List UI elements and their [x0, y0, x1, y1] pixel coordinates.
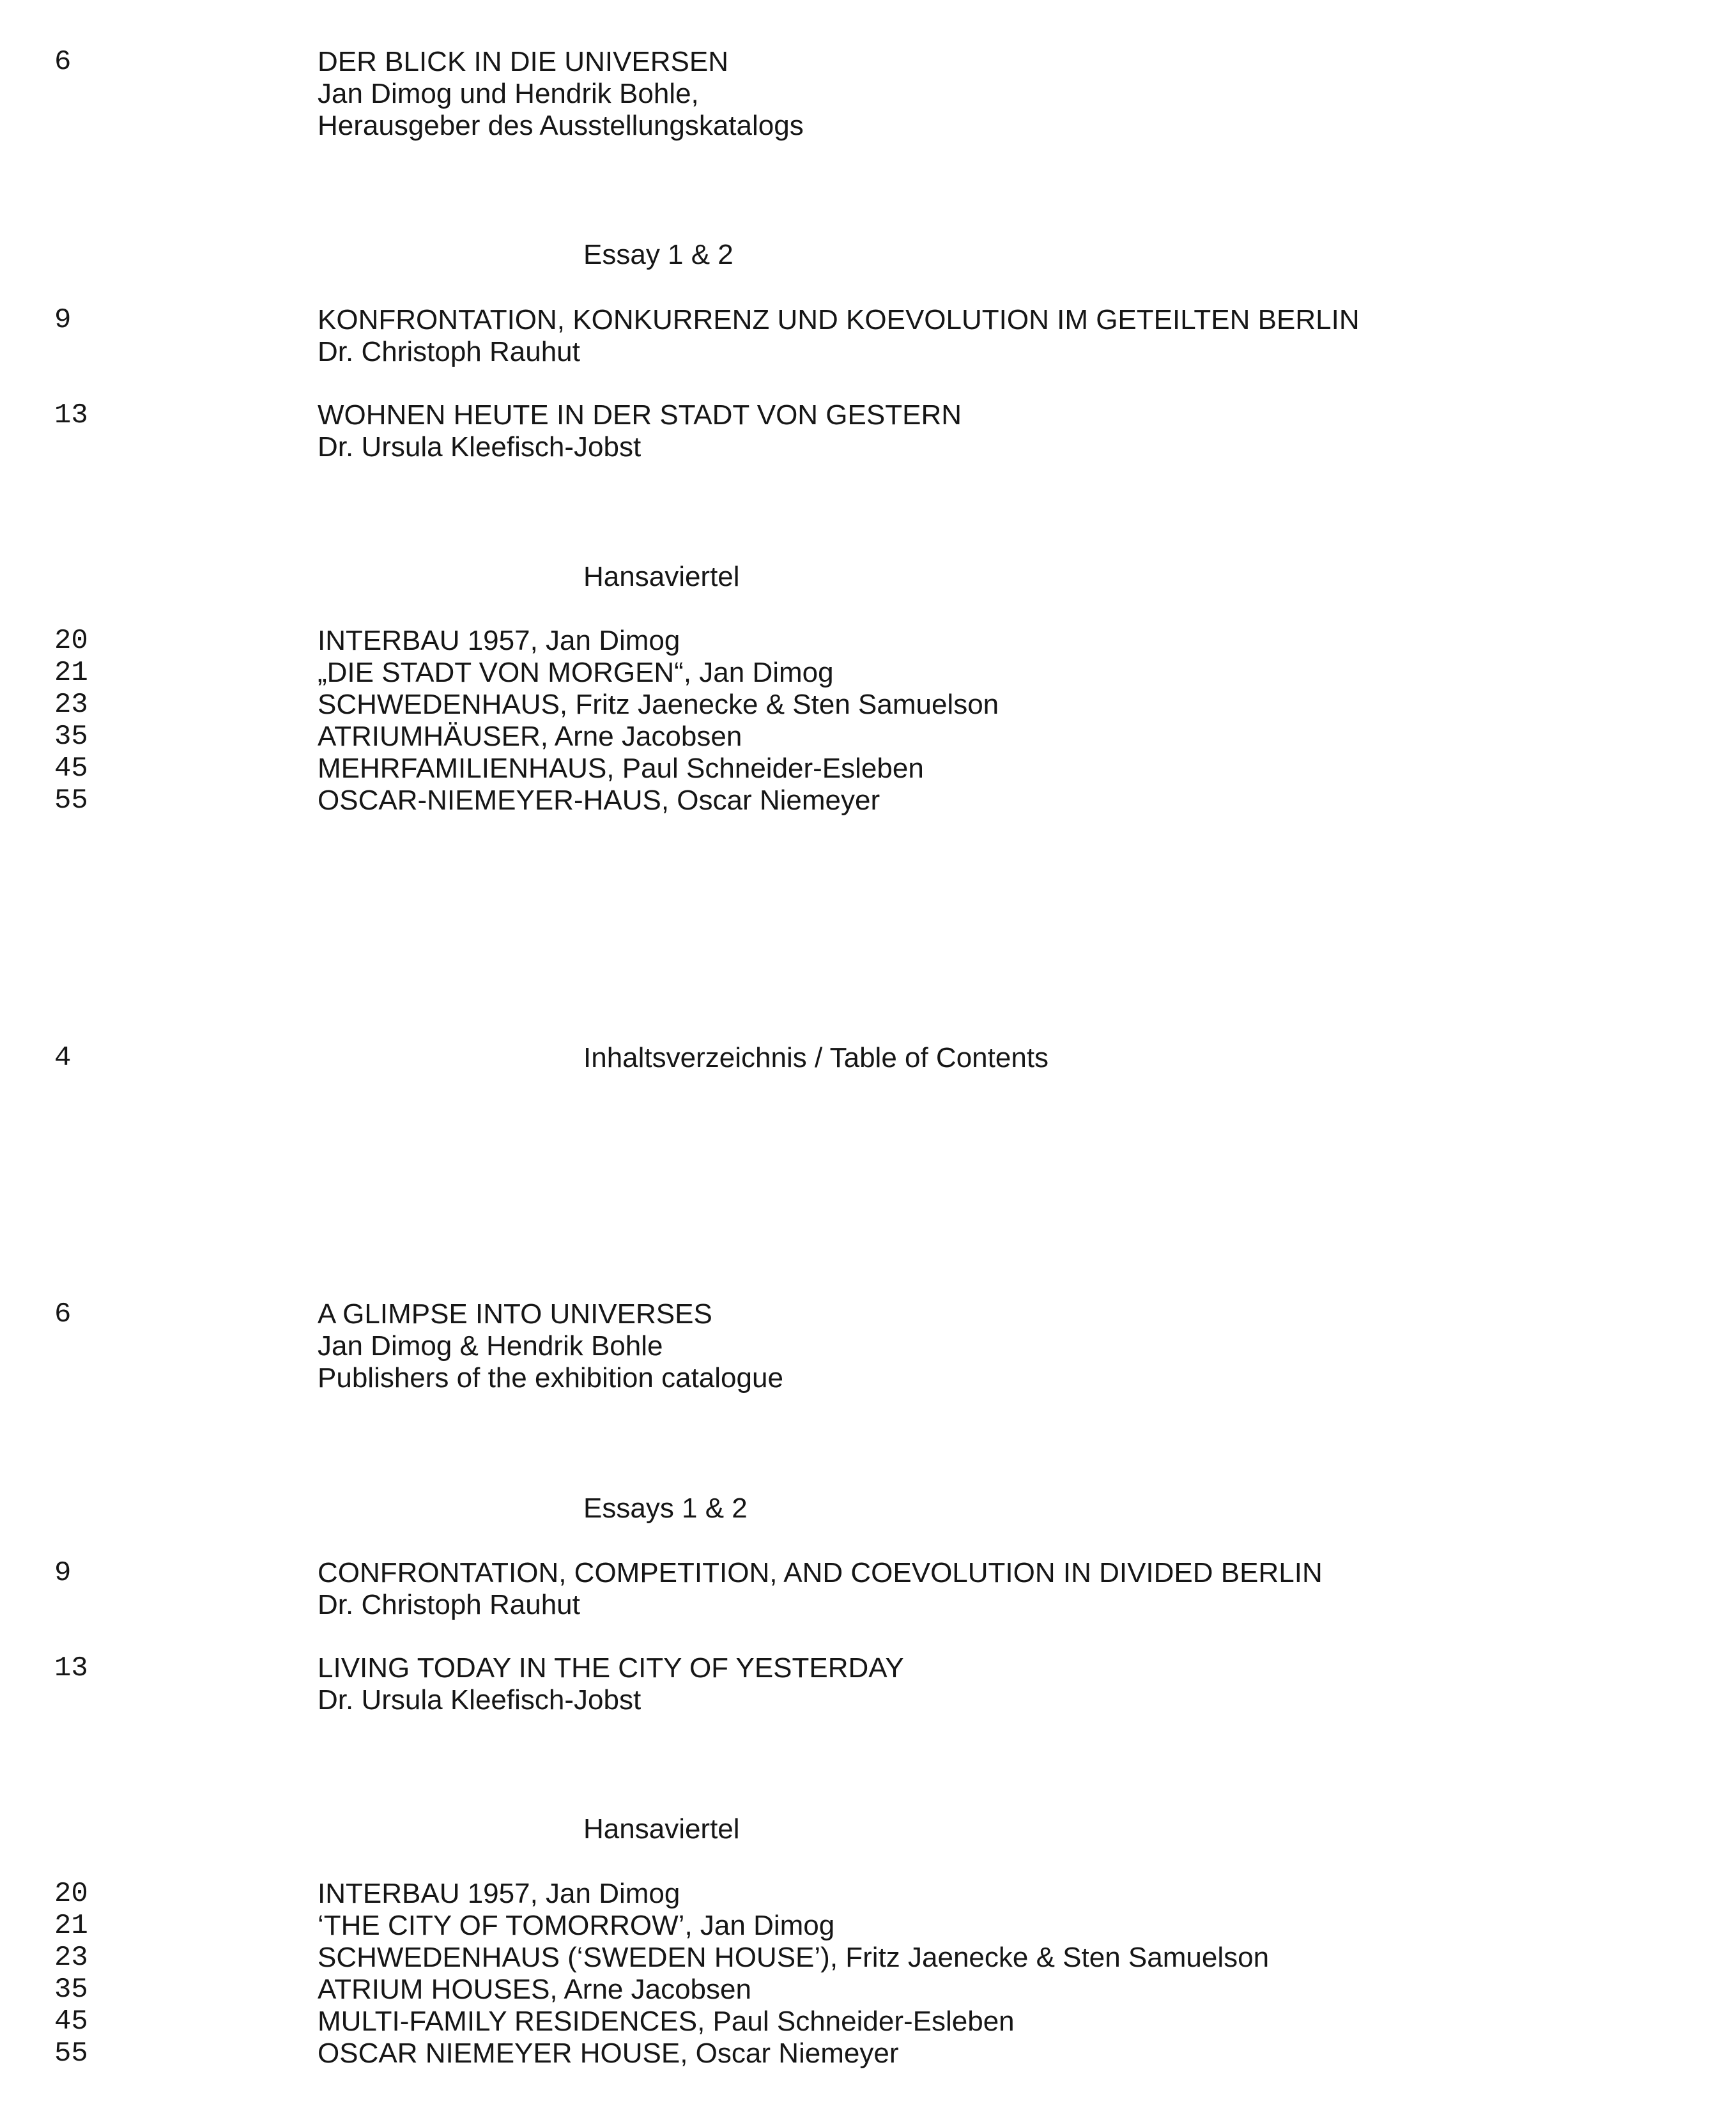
- toc-entry-title: A GLIMPSE INTO UNIVERSES: [318, 1298, 712, 1330]
- section-heading-essays-en: Essays 1 & 2: [583, 1493, 748, 1524]
- toc-entry-text: OSCAR NIEMEYER HOUSE, Oscar Niemeyer: [318, 2038, 899, 2069]
- toc-entry-title: KONFRONTATION, KONKURRENZ UND KOEVOLUTION IM GETEILTEN BERLIN: [318, 304, 1360, 335]
- toc-page-number: 9: [54, 304, 72, 336]
- list-item: [0, 1910, 1736, 1942]
- toc-entry-author: Dr. Ursula Kleefisch-Jobst: [318, 1684, 641, 1716]
- toc-entry-text: ATRIUM HOUSES, Arne Jacobsen: [318, 1974, 751, 2005]
- toc-entry-text: ‘THE CITY OF TOMORROW’, Jan Dimog: [318, 1910, 835, 1941]
- toc-page-number: 23: [54, 689, 88, 721]
- toc-page-number: 9: [54, 1557, 72, 1589]
- toc-entry-title: WOHNEN HEUTE IN DER STADT VON GESTERN: [318, 399, 962, 431]
- toc-page-number: 55: [54, 785, 88, 817]
- section-heading-hansaviertel-en: Hansaviertel: [583, 1813, 740, 1845]
- toc-page-number: 13: [54, 1652, 88, 1684]
- toc-page-number: 35: [54, 1974, 88, 2006]
- list-item: [0, 753, 1736, 785]
- section-heading-hansaviertel-de: Hansaviertel: [583, 561, 740, 592]
- toc-page-number: 45: [54, 753, 88, 785]
- toc-page-number: 6: [54, 46, 72, 78]
- page-title: Inhaltsverzeichnis / Table of Contents: [583, 1042, 1049, 1073]
- list-item: [0, 1974, 1736, 2006]
- toc-page-number: 13: [54, 399, 88, 431]
- toc-page-number: 20: [54, 1878, 88, 1910]
- toc-entry-title: DER BLICK IN DIE UNIVERSEN: [318, 46, 729, 77]
- list-item: [0, 657, 1736, 689]
- toc-page-number: 55: [54, 2038, 88, 2070]
- toc-entry-authors: Jan Dimog und Hendrik Bohle,: [318, 78, 699, 109]
- toc-entry-text: ATRIUMHÄUSER, Arne Jacobsen: [318, 721, 742, 752]
- toc-page-number: 23: [54, 1942, 88, 1974]
- list-item: [0, 2038, 1736, 2070]
- list-item: [0, 785, 1736, 817]
- toc-page-number: 21: [54, 1910, 88, 1942]
- toc-entry-author: Dr. Christoph Rauhut: [318, 336, 580, 367]
- list-item: [0, 721, 1736, 753]
- folio-page-number: 4: [54, 1042, 72, 1074]
- toc-entry-text: SCHWEDENHAUS (‘SWEDEN HOUSE’), Fritz Jaenecke & Sten Samuelson: [318, 1942, 1270, 1973]
- toc-entry-title: LIVING TODAY IN THE CITY OF YESTERDAY: [318, 1652, 904, 1684]
- toc-entry-text: MULTI-FAMILY RESIDENCES, Paul Schneider-Esleben: [318, 2006, 1015, 2037]
- list-item: [0, 1942, 1736, 1974]
- toc-entry-text: INTERBAU 1957, Jan Dimog: [318, 1878, 680, 1909]
- toc-page-number: 21: [54, 657, 88, 689]
- toc-entry-author: Dr. Christoph Rauhut: [318, 1589, 580, 1620]
- toc-entry-role: Herausgeber des Ausstellungskatalogs: [318, 110, 804, 141]
- list-item: [0, 1878, 1736, 1910]
- toc-entry-title: CONFRONTATION, COMPETITION, AND COEVOLUTION IN DIVIDED BERLIN: [318, 1557, 1323, 1588]
- toc-page-number: 20: [54, 625, 88, 657]
- toc-entry-text: „DIE STADT VON MORGEN“, Jan Dimog: [318, 657, 834, 688]
- toc-entry-text: INTERBAU 1957, Jan Dimog: [318, 625, 680, 656]
- toc-page-number: 45: [54, 2006, 88, 2038]
- toc-page-number: 6: [54, 1298, 72, 1330]
- toc-entry-text: MEHRFAMILIENHAUS, Paul Schneider-Esleben: [318, 753, 924, 784]
- list-item: [0, 689, 1736, 721]
- toc-entry-role: Publishers of the exhibition catalogue: [318, 1362, 783, 1394]
- toc-entry-text: OSCAR-NIEMEYER-HAUS, Oscar Niemeyer: [318, 785, 880, 816]
- toc-entry-author: Dr. Ursula Kleefisch-Jobst: [318, 431, 641, 463]
- list-item: [0, 2006, 1736, 2038]
- toc-entry-authors: Jan Dimog & Hendrik Bohle: [318, 1330, 663, 1362]
- toc-entry-text: SCHWEDENHAUS, Fritz Jaenecke & Sten Samuelson: [318, 689, 999, 720]
- section-heading-essays-de: Essay 1 & 2: [583, 239, 734, 270]
- toc-page-number: 35: [54, 721, 88, 753]
- list-item: [0, 625, 1736, 657]
